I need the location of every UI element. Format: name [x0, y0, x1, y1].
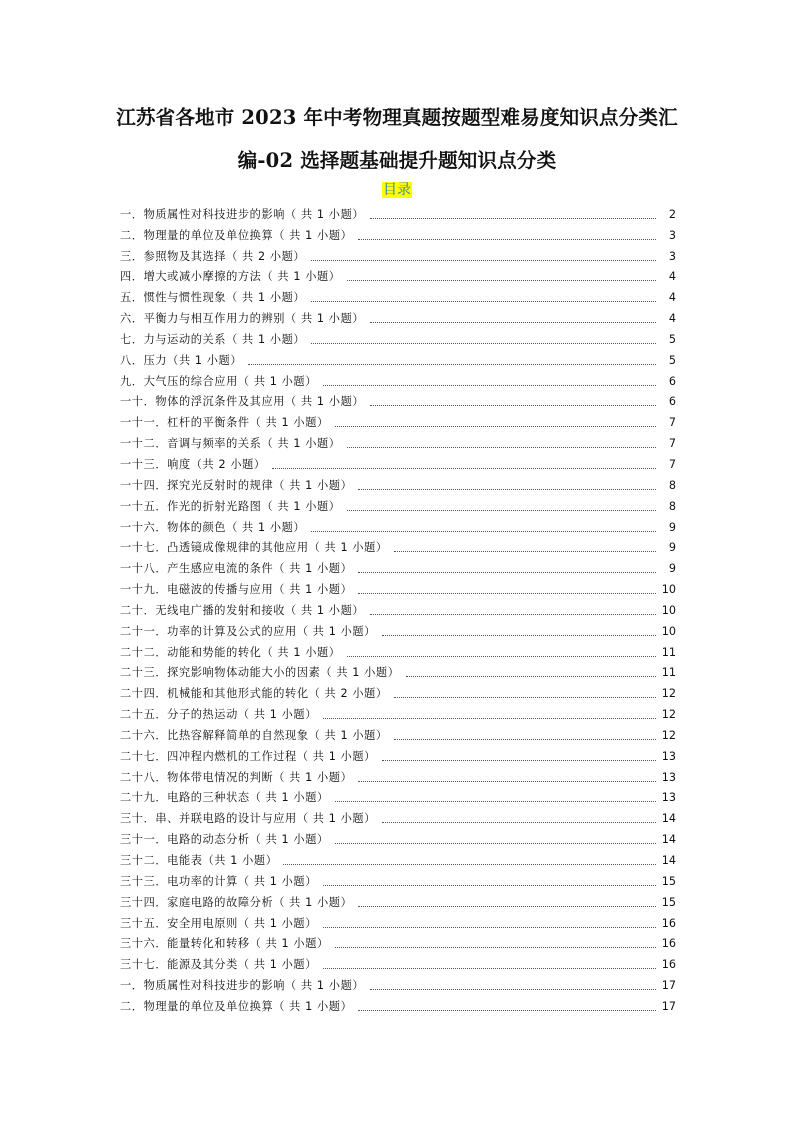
document-title-line-1: 江苏省各地市 2023 年中考物理真题按题型难易度知识点分类汇: [116, 106, 678, 129]
toc-dot-leader: [347, 509, 656, 511]
toc-dot-leader: [382, 821, 656, 823]
toc-entry-label[interactable]: 五．惯性与惯性现象（ 共 1 小题）: [120, 291, 306, 305]
toc-entry-page-number[interactable]: 10: [661, 624, 676, 638]
toc-entry-page-number[interactable]: 4: [668, 312, 676, 326]
toc-entry[interactable]: [120, 910, 676, 931]
toc-entry-page-number[interactable]: 16: [661, 937, 676, 951]
toc-entry-label[interactable]: 四．增大或减小摩擦的方法（ 共 1 小题）: [120, 270, 341, 284]
toc-dot-leader: [335, 946, 656, 948]
toc-dot-leader: [323, 884, 656, 886]
toc-heading-label: 目录: [383, 182, 411, 198]
toc-entry-label[interactable]: 二十六．比热容解释简单的自然现象（ 共 1 小题）: [120, 728, 388, 742]
toc-dot-leader: [394, 550, 656, 552]
toc-dot-leader: [370, 404, 656, 406]
toc-entry-page-number[interactable]: 7: [668, 416, 676, 430]
toc-entry-label[interactable]: 三．参照物及其选择（ 共 2 小题）: [120, 249, 306, 263]
toc-entry-label[interactable]: 三十六．能量转化和转移（ 共 1 小题）: [120, 937, 329, 951]
toc-entry-label[interactable]: 二十．无线电广播的发射和接收（ 共 1 小题）: [120, 603, 365, 617]
toc-entry-label[interactable]: 一十六．物体的颜色（ 共 1 小题）: [120, 520, 306, 534]
toc-dot-leader: [248, 363, 656, 365]
toc-entry-page-number[interactable]: 9: [668, 562, 676, 576]
toc-entry-label[interactable]: 二十七．四冲程内燃机的工作过程（ 共 1 小题）: [120, 749, 376, 763]
toc-entry[interactable]: [120, 535, 676, 556]
toc-entry-page-number[interactable]: 13: [661, 770, 676, 784]
toc-entry[interactable]: [120, 409, 676, 430]
toc-dot-leader: [323, 384, 656, 386]
toc-entry[interactable]: [120, 889, 676, 910]
toc-entry-label[interactable]: 三十五．安全用电原则（ 共 1 小题）: [120, 916, 317, 930]
toc-entry[interactable]: [120, 222, 676, 243]
toc-dot-leader: [370, 321, 656, 323]
toc-dot-leader: [311, 530, 656, 532]
toc-entry-label[interactable]: 三十七．能源及其分类（ 共 1 小题）: [120, 958, 317, 972]
toc-entry-page-number[interactable]: 9: [668, 520, 676, 534]
toc-entry-page-number[interactable]: 12: [661, 728, 676, 742]
toc-entry-label[interactable]: 二十一．功率的计算及公式的应用（ 共 1 小题）: [120, 624, 376, 638]
toc-entry-page-number[interactable]: 9: [668, 541, 676, 555]
toc-entry-page-number[interactable]: 6: [668, 395, 676, 409]
toc-entry[interactable]: [120, 847, 676, 868]
toc-dot-leader: [394, 696, 656, 698]
toc-entry-page-number[interactable]: 8: [668, 478, 676, 492]
toc-dot-leader: [370, 613, 656, 615]
toc-entry-page-number[interactable]: 4: [668, 291, 676, 305]
toc-dot-leader: [335, 425, 656, 427]
toc-dot-leader: [382, 634, 656, 636]
toc-entry-page-number[interactable]: 12: [661, 708, 676, 722]
toc-entry-page-number[interactable]: 3: [668, 249, 676, 263]
toc-dot-leader: [283, 863, 655, 865]
toc-entry-label[interactable]: 二．物理量的单位及单位换算（ 共 1 小题）: [120, 999, 353, 1013]
toc-entry[interactable]: [120, 993, 676, 1014]
toc-entry-page-number[interactable]: 4: [668, 270, 676, 284]
toc-entry[interactable]: [120, 951, 676, 972]
toc-entry[interactable]: [120, 701, 676, 722]
toc-entry[interactable]: [120, 722, 676, 743]
toc-entry[interactable]: [120, 826, 676, 847]
toc-entry-page-number[interactable]: 11: [661, 645, 676, 659]
toc-dot-leader: [323, 717, 656, 719]
toc-entry-page-number[interactable]: 13: [661, 749, 676, 763]
toc-dot-leader: [323, 967, 656, 969]
toc-entry-label[interactable]: 七．力与运动的关系（ 共 1 小题）: [120, 332, 306, 346]
toc-entry[interactable]: [120, 868, 676, 889]
toc-entry-page-number[interactable]: 6: [668, 374, 676, 388]
toc-entry-page-number[interactable]: 5: [668, 332, 676, 346]
toc-entry-label[interactable]: 二十三．探究影响物体动能大小的因素（ 共 1 小题）: [120, 666, 400, 680]
toc-entry[interactable]: [120, 472, 676, 493]
toc-entry-label[interactable]: 三十．串、并联电路的设计与应用（ 共 1 小题）: [120, 812, 376, 826]
table-of-contents: [120, 201, 676, 1014]
toc-dot-leader: [272, 467, 656, 469]
toc-entry-label[interactable]: 一十．物体的浮沉条件及其应用（ 共 1 小题）: [120, 395, 365, 409]
toc-dot-leader: [358, 571, 656, 573]
toc-entry[interactable]: [120, 576, 676, 597]
toc-entry[interactable]: [120, 326, 676, 347]
toc-entry-label[interactable]: 八．压力（共 1 小题）: [120, 353, 243, 367]
toc-entry-label[interactable]: 二．物理量的单位及单位换算（ 共 1 小题）: [120, 228, 353, 242]
toc-entry[interactable]: [120, 305, 676, 326]
toc-dot-leader: [358, 238, 656, 240]
toc-entry[interactable]: [120, 368, 676, 389]
toc-dot-leader: [311, 300, 656, 302]
toc-dot-leader: [347, 279, 656, 281]
toc-dot-leader: [358, 592, 655, 594]
toc-entry[interactable]: [120, 284, 676, 305]
toc-dot-leader: [311, 259, 656, 261]
toc-entry-label[interactable]: 一十九．电磁波的传播与应用（ 共 1 小题）: [120, 583, 353, 597]
toc-entry[interactable]: [120, 764, 676, 785]
toc-entry-label[interactable]: 一十四．探究光反射时的规律（ 共 1 小题）: [120, 478, 353, 492]
toc-entry[interactable]: [120, 514, 676, 535]
toc-entry-page-number[interactable]: 7: [668, 457, 676, 471]
toc-entry-page-number[interactable]: 13: [661, 791, 676, 805]
toc-entry-page-number[interactable]: 8: [668, 499, 676, 513]
toc-entry-page-number[interactable]: 11: [661, 666, 676, 680]
toc-entry-page-number[interactable]: 14: [661, 833, 676, 847]
toc-entry-label[interactable]: 一．物质属性对科技进步的影响（ 共 1 小题）: [120, 207, 365, 221]
toc-entry[interactable]: [120, 931, 676, 952]
toc-dot-leader: [347, 655, 656, 657]
toc-entry-label[interactable]: 二十九．电路的三种状态（ 共 1 小题）: [120, 791, 329, 805]
toc-entry-label[interactable]: 一十八．产生感应电流的条件（ 共 1 小题）: [120, 562, 353, 576]
toc-entry-label[interactable]: 二十四．机械能和其他形式能的转化（ 共 2 小题）: [120, 687, 388, 701]
toc-entry-page-number[interactable]: 16: [661, 958, 676, 972]
toc-entry-page-number[interactable]: 5: [668, 353, 676, 367]
toc-entry[interactable]: [120, 805, 676, 826]
toc-dot-leader: [370, 217, 656, 219]
toc-entry[interactable]: [120, 555, 676, 576]
toc-entry-label[interactable]: 二十二．动能和势能的转化（ 共 1 小题）: [120, 645, 341, 659]
toc-dot-leader: [358, 780, 655, 782]
toc-entry-page-number[interactable]: 16: [661, 916, 676, 930]
toc-entry-page-number[interactable]: 15: [661, 874, 676, 888]
toc-entry[interactable]: [120, 347, 676, 368]
toc-entry[interactable]: [120, 972, 676, 993]
toc-entry[interactable]: [120, 243, 676, 264]
toc-entry-label[interactable]: 二十五．分子的热运动（ 共 1 小题）: [120, 708, 317, 722]
toc-entry[interactable]: [120, 660, 676, 681]
toc-entry-label[interactable]: 一十二．音调与频率的关系（ 共 1 小题）: [120, 437, 341, 451]
toc-entry[interactable]: [120, 451, 676, 472]
toc-dot-leader: [323, 926, 656, 928]
toc-entry[interactable]: [120, 680, 676, 701]
toc-dot-leader: [311, 342, 656, 344]
toc-entry-label[interactable]: 三十一．电路的动态分析（ 共 1 小题）: [120, 833, 329, 847]
toc-entry-label[interactable]: 一十七．凸透镜成像规律的其他应用（ 共 1 小题）: [120, 541, 388, 555]
toc-entry[interactable]: [120, 201, 676, 222]
toc-entry-page-number[interactable]: 3: [668, 228, 676, 242]
toc-entry-page-number[interactable]: 10: [661, 603, 676, 617]
toc-entry-page-number[interactable]: 14: [661, 812, 676, 826]
toc-entry-label[interactable]: 六．平衡力与相互作用力的辨别（ 共 1 小题）: [120, 312, 365, 326]
toc-entry-label[interactable]: 一十五．作光的折射光路图（ 共 1 小题）: [120, 499, 341, 513]
toc-entry[interactable]: [120, 430, 676, 451]
toc-entry[interactable]: [120, 597, 676, 618]
toc-dot-leader: [370, 988, 656, 990]
toc-entry[interactable]: [120, 639, 676, 660]
toc-entry-label[interactable]: 九．大气压的综合应用（ 共 1 小题）: [120, 374, 317, 388]
toc-dot-leader: [335, 800, 656, 802]
toc-dot-leader: [382, 759, 656, 761]
toc-entry-label[interactable]: 二十八．物体带电情况的判断（ 共 1 小题）: [120, 770, 353, 784]
toc-entry-label[interactable]: 三十三．电功率的计算（ 共 1 小题）: [120, 874, 317, 888]
toc-entry-label[interactable]: 一十一．杠杆的平衡条件（ 共 1 小题）: [120, 416, 329, 430]
toc-dot-leader: [335, 842, 656, 844]
toc-entry-page-number[interactable]: 12: [661, 687, 676, 701]
toc-dot-leader: [358, 905, 655, 907]
toc-dot-leader: [347, 446, 656, 448]
toc-entry[interactable]: [120, 618, 676, 639]
toc-dot-leader: [406, 675, 656, 677]
document-title-line-2: 编-02 选择题基础提升题知识点分类: [237, 149, 557, 172]
toc-entry[interactable]: [120, 785, 676, 806]
toc-entry-page-number[interactable]: 17: [661, 979, 676, 993]
toc-entry-label[interactable]: 三十二．电能表（共 1 小题）: [120, 854, 278, 867]
toc-entry-page-number[interactable]: 10: [661, 583, 676, 597]
toc-entry[interactable]: [120, 743, 676, 764]
toc-entry-label[interactable]: 一．物质属性对科技进步的影响（ 共 1 小题）: [120, 979, 365, 993]
toc-entry-label[interactable]: 三十四．家庭电路的故障分析（ 共 1 小题）: [120, 895, 353, 909]
toc-dot-leader: [358, 1009, 655, 1011]
toc-entry-page-number[interactable]: 2: [668, 207, 676, 221]
toc-entry[interactable]: [120, 493, 676, 514]
toc-entry-page-number[interactable]: 14: [661, 854, 676, 867]
toc-dot-leader: [358, 488, 656, 490]
toc-dot-leader: [394, 738, 656, 740]
toc-entry-page-number[interactable]: 7: [668, 437, 676, 451]
toc-entry-page-number[interactable]: 15: [661, 895, 676, 909]
toc-entry[interactable]: [120, 389, 676, 410]
toc-entry[interactable]: [120, 264, 676, 285]
toc-entry-label[interactable]: 一十三．响度（共 2 小题）: [120, 457, 266, 471]
toc-heading: [0, 181, 794, 199]
toc-entry-page-number[interactable]: 17: [661, 999, 676, 1013]
